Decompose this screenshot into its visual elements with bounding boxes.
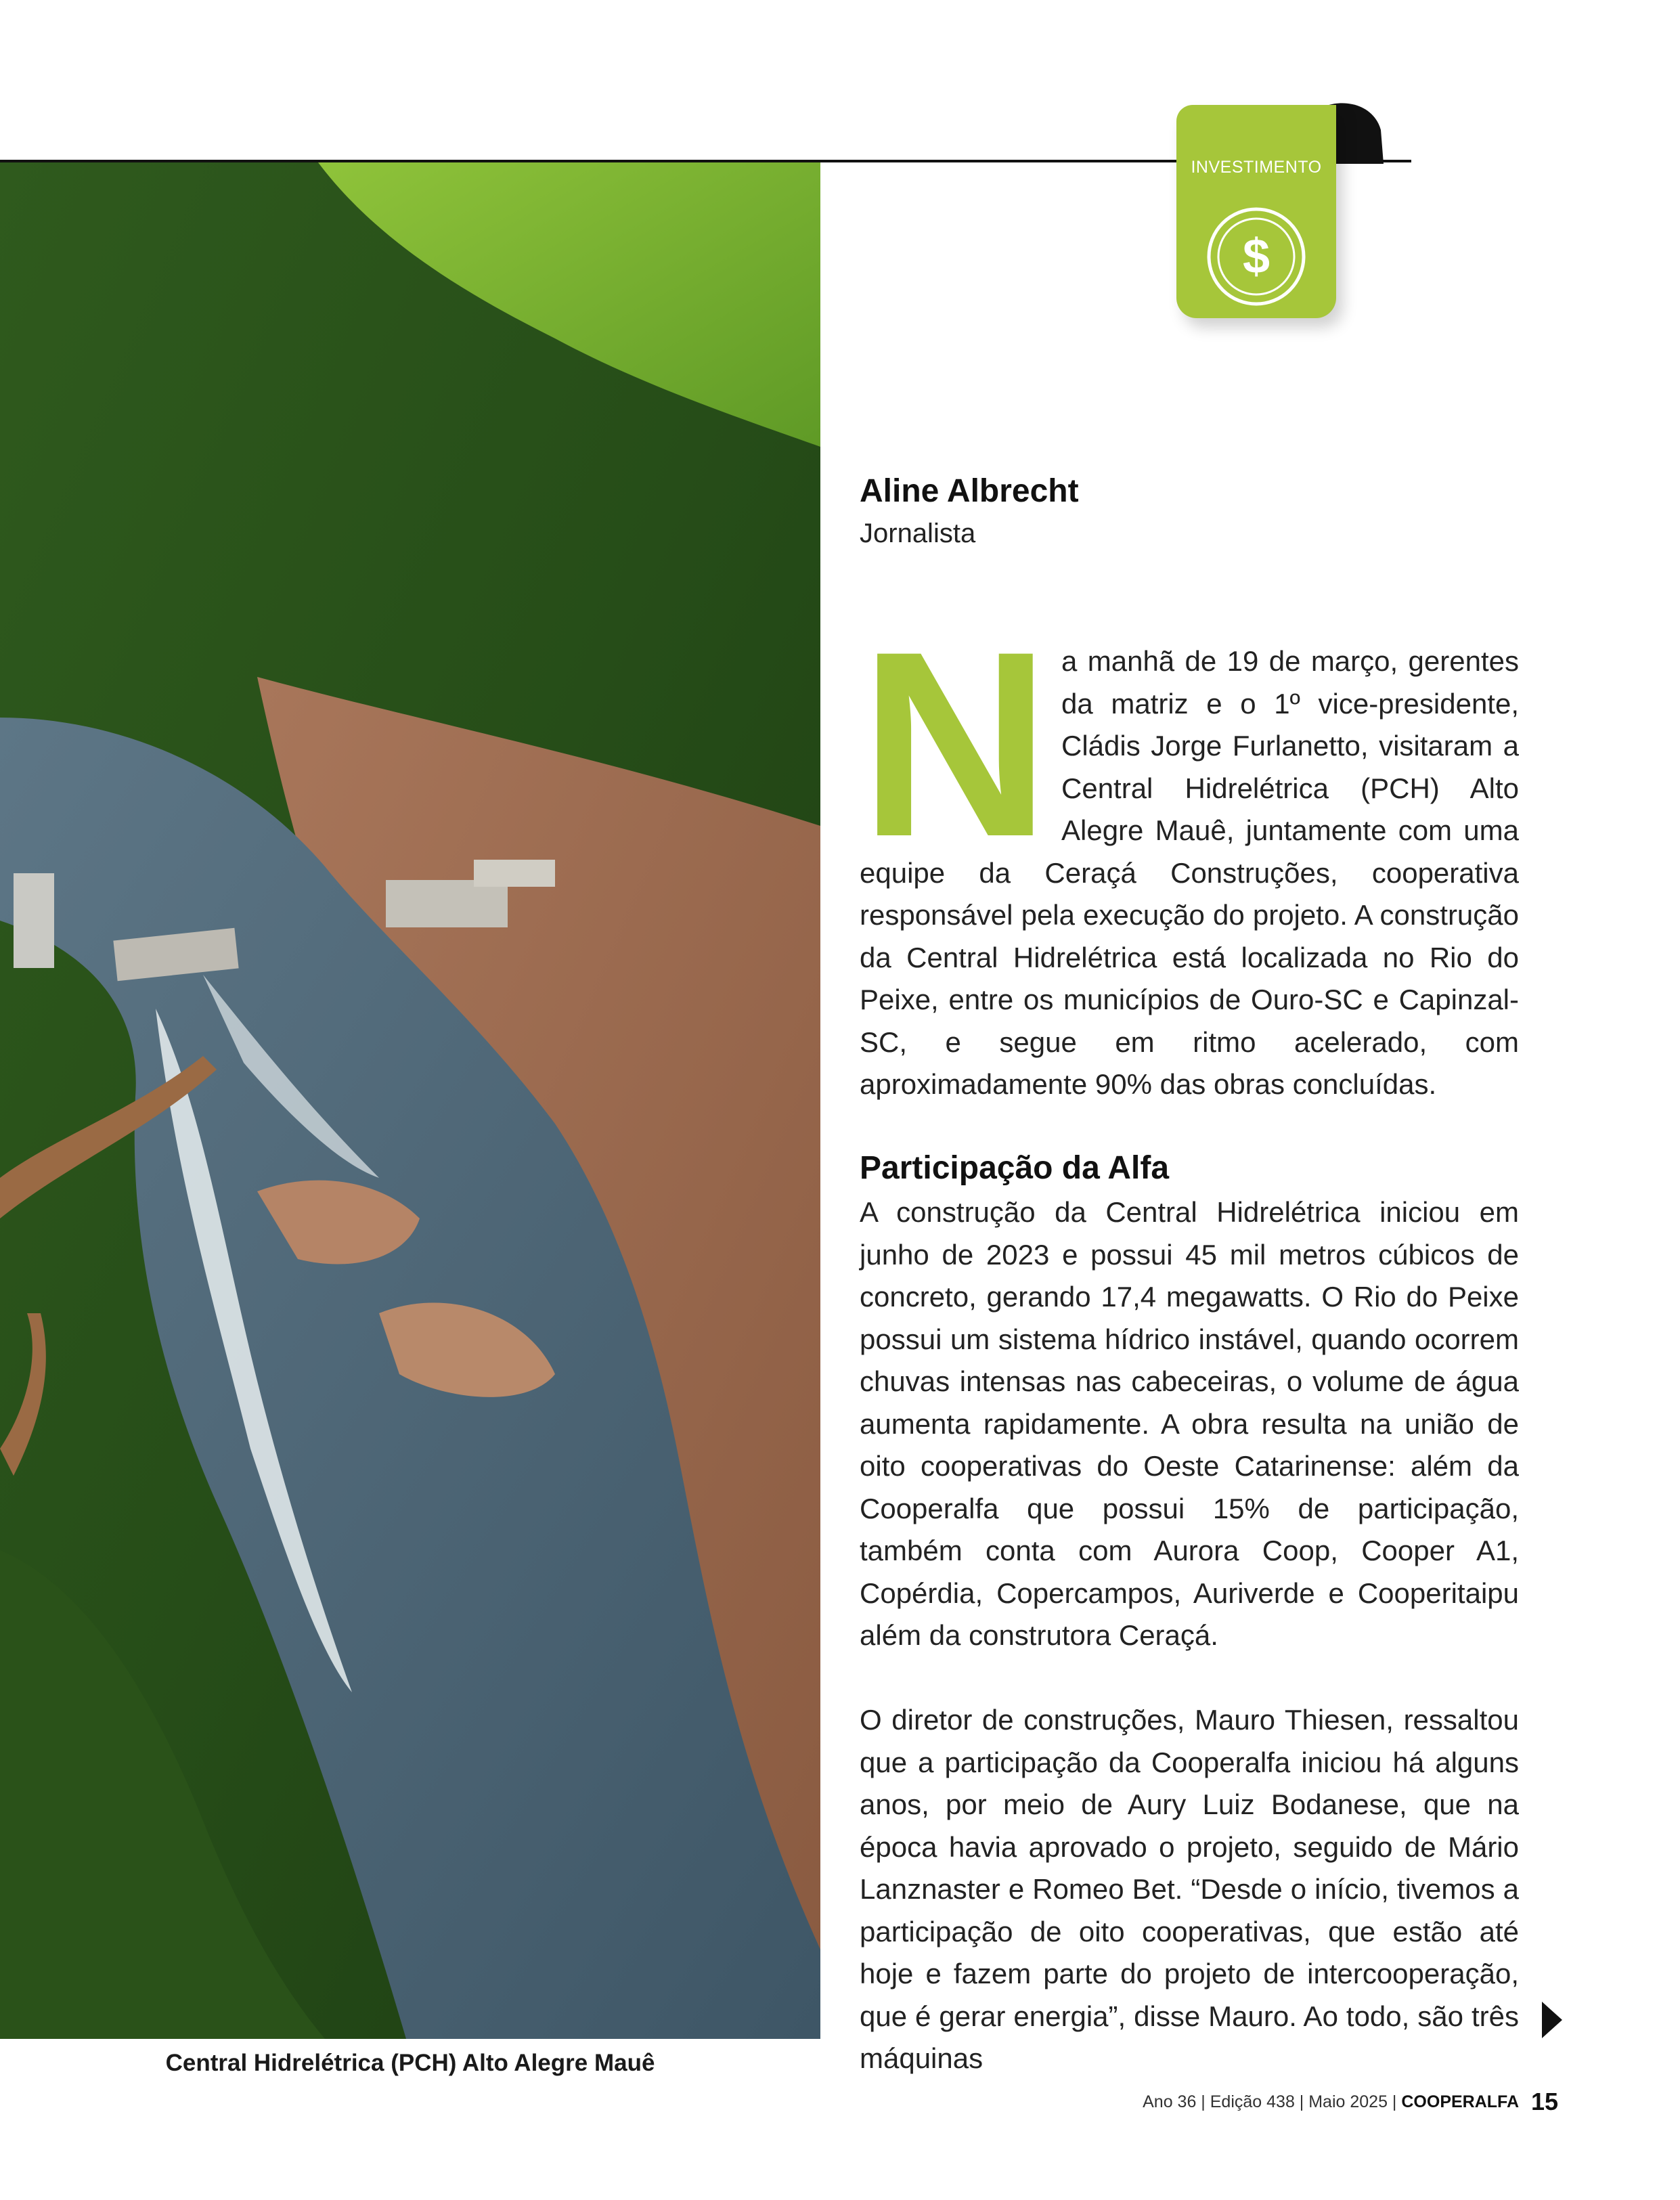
- dollar-sign-icon: [1203, 204, 1309, 309]
- footer-issue-text: Ano 36 | Edição 438 | Maio 2025 |: [1143, 2092, 1397, 2111]
- author-role: Jornalista: [860, 519, 976, 548]
- svg-text:$: $: [1242, 229, 1270, 284]
- intro-text: a manhã de 19 de março, gerentes da matriz e o 1º vice-presidente, Cládis Jorge Furlanetto, visitaram a Central Hidrelétrica (PCH) Alto Alegre Mauê, juntamente com uma equipe da Ceraçá Construções, cooperativa responsável pela execução do projeto. A construção da Central Hidrelétrica está localizada no Rio do Peixe, entre os municípios de Ouro-SC e Capinzal-SC, e segue em ritmo acelerado, com aproximadamente 90% das obras concluídas.: [860, 645, 1519, 1100]
- continue-arrow-icon: [1542, 2002, 1562, 2038]
- section-tag: [1176, 105, 1336, 318]
- author-name: Aline Albrecht: [860, 473, 1079, 509]
- intro-paragraph: [860, 640, 1519, 1106]
- subheading: Participação da Alfa: [860, 1150, 1170, 1186]
- section-tag-label: INVESTIMENTO: [1191, 158, 1322, 177]
- paragraph-3: O diretor de construções, Mauro Thiesen, ressaltou que a participação da Cooperalfa iniciou há alguns anos, por meio de Aury Luiz Bodanese, que na época havia aprovado o projeto, seguido de Mário Lanznaster e Romeo Bet. “Desde o início, tivemos a participação de oito cooperativas, que estão até hoje e fazem parte do projeto de intercooperação, que é gerar energia”, disse Mauro. Ao todo, são três máquinas: [860, 1704, 1519, 2074]
- footer-issue: [1143, 2092, 1519, 2112]
- aerial-photo: [0, 162, 820, 2039]
- svg-text:N: N: [860, 646, 1051, 843]
- paragraph-2: A construção da Central Hidrelétrica iniciou em junho de 2023 e possui 45 mil metros cúbicos de concreto, gerando 17,4 megawatts. O Rio do Peixe possui um sistema hídrico instável, quando ocorrem chuvas intensas nas cabeceiras, o volume de água aumenta rapidamente. A obra resulta na união de oito cooperativas do Oeste Catarinense: além da Cooperalfa que possui 15% de participação, também conta com Aurora Coop, Cooper A1, Copérdia, Copercampos, Auriverde e Cooperitaipu além da construtora Ceraçá.: [860, 1196, 1519, 1651]
- photo-caption: Central Hidrelétrica (PCH) Alto Alegre Mauê: [165, 2050, 655, 2076]
- drop-cap: [860, 646, 1051, 843]
- page-number: 15: [1531, 2088, 1559, 2115]
- footer-publication: COOPERALFA: [1401, 2092, 1519, 2111]
